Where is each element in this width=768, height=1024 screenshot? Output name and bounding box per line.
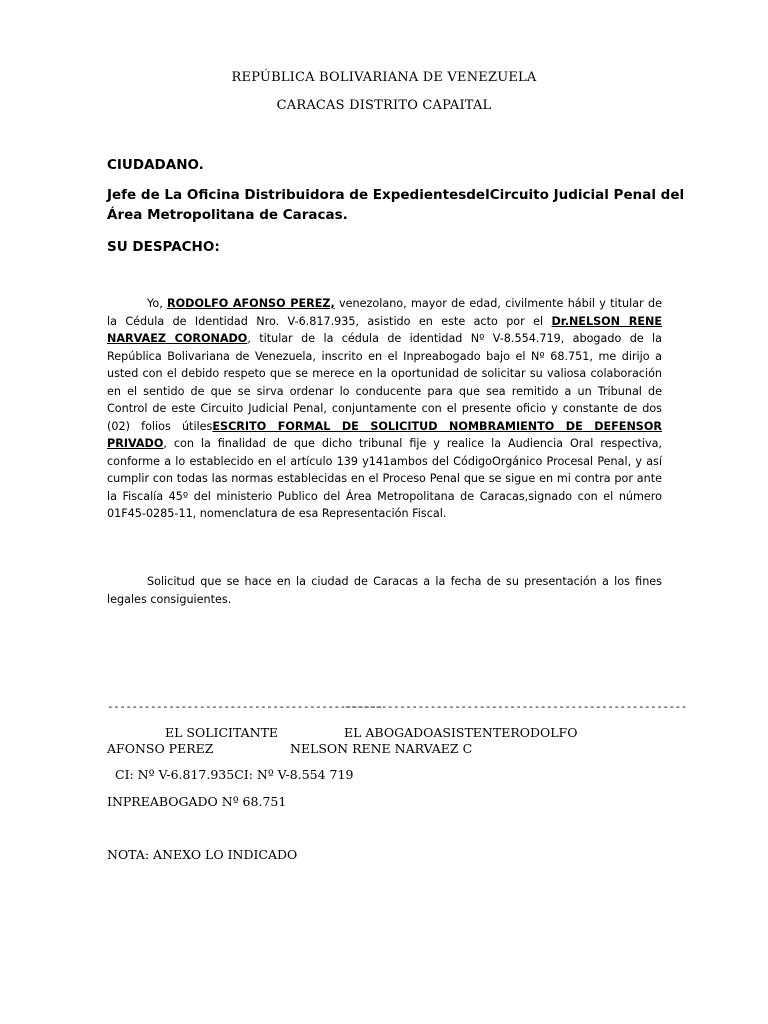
p2-text: Solicitud que se hace en la ciudad de Caracas a la fecha de su presentación a los fines legales consiguientes. <box>107 575 662 606</box>
addressee-title-line1: Jefe de La Oficina Distribuidora de ExpedientesdelCircuito Judicial Penal del <box>107 187 685 203</box>
body-paragraph-1 <box>107 295 662 523</box>
sig-lawyer-label: EL ABOGADOASISTENTERODOLFO <box>344 725 578 740</box>
ci-numbers: CI: Nº V-6.817.935CI: Nº V-8.554 719 <box>115 767 354 782</box>
body-paragraph-2 <box>107 573 662 608</box>
su-despacho: SU DESPACHO: <box>107 239 220 255</box>
p1-text-b: venezolano, mayor de edad, civilmente hábil y titular de la Cédula de Identidad Nro. V-6.817.935, asistido en este acto por el <box>107 297 662 328</box>
header-city: CARACAS DISTRITO CAPAITAL <box>276 98 492 113</box>
addressee-title <box>107 185 685 225</box>
p1-text-d: , con la finalidad de que dicho tribunal fije y realice la Audiencia Oral respectiva, conforme a lo establecido en el artículo 139 y141ambos del CódigoOrgánico Procesal Penal, y así cumplir con todas las normas establecidas en el Proceso Penal que se sigue en mi contra por ante la Fiscalía 45º del ministerio Publico del Área Metropolitana de Caracas,signado con el número 01F45-0285-11, nomenclatura de esa Representación Fiscal. <box>107 437 662 520</box>
salutation: CIUDADANO. <box>107 157 204 173</box>
p1-text-c: , titular de la cédula de identidad Nº V-8.554.719, abogado de la República Bolivariana de Venezuela, inscrito en el Inpreabogado bajo el Nº 68.751, me dirijo a usted con el debido respeto que se merece en la oportunidad de solicitar su valiosa colaboración en el sentido de que se sirva ordenar lo conducente para que sea remitido a un Tribunal de Control de este Circuito Judicial Penal, conjuntamente con el presente oficio y constante de dos (02) folios útiles <box>107 332 662 433</box>
lawyer-name: Dr.NELSON RENE NARVAEZ CORONADO <box>107 314 662 345</box>
signature-line-right: -------------------------------------------------------- <box>344 700 687 713</box>
signature-line-left: --------------------------------------------- <box>107 700 383 713</box>
addressee-title-line2: Área Metropolitana de Caracas. <box>107 207 348 223</box>
document-title: ESCRITO FORMAL DE SOLICITUD NOMBRAMIENTO DE DEFENSOR PRIVADO <box>107 419 662 450</box>
sig-applicant-label: EL SOLICITANTE <box>165 725 279 740</box>
sig-applicant-name: AFONSO PEREZ <box>107 741 214 756</box>
sig-lawyer-name: NELSON RENE NARVAEZ C <box>290 741 473 756</box>
nota: NOTA: ANEXO LO INDICADO <box>107 847 298 862</box>
header-republic: REPÚBLICA BOLIVARIANA DE VENEZUELA <box>231 70 537 85</box>
applicant-name: RODOLFO AFONSO PEREZ, <box>167 297 335 310</box>
p1-intro: Yo, <box>147 297 168 310</box>
inpreabogado: INPREABOGADO Nº 68.751 <box>107 794 287 809</box>
